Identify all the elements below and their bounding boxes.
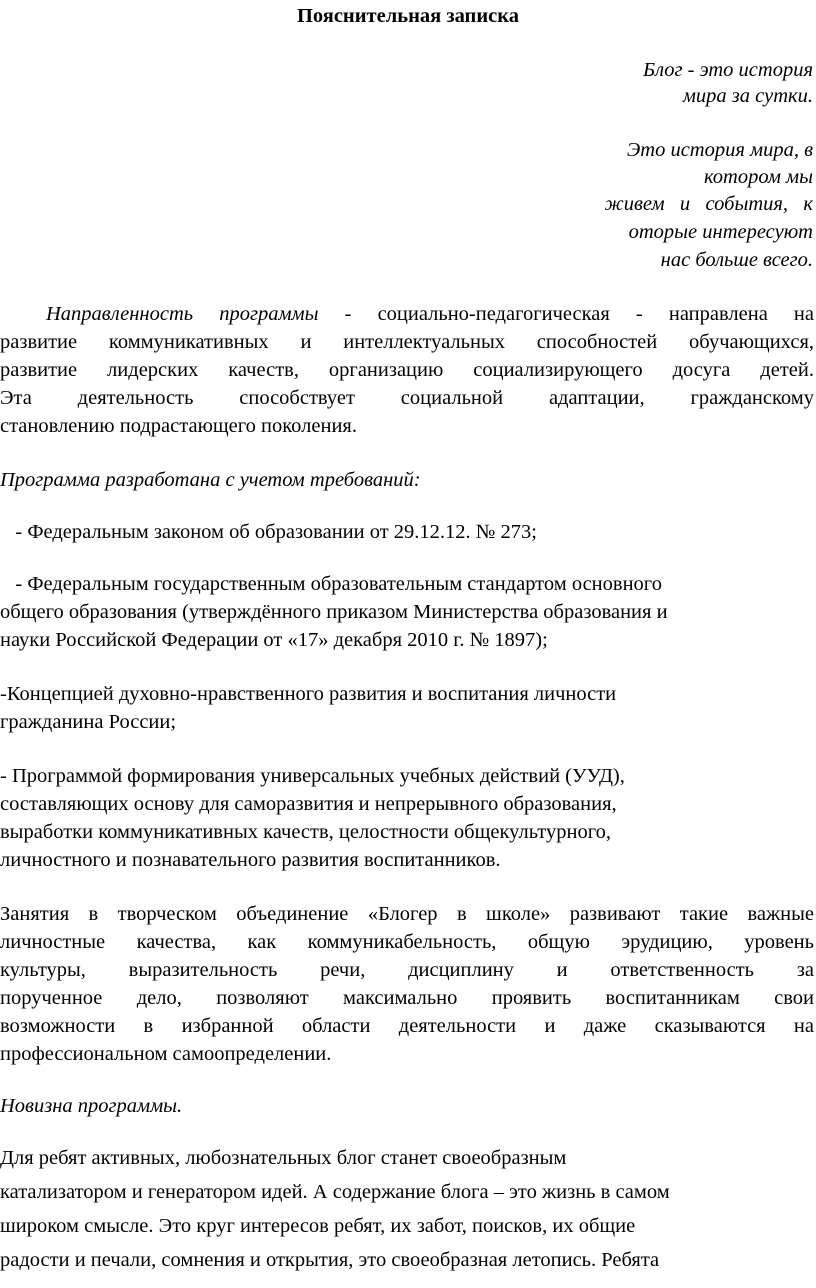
paragraph-line: личностного и познавательного развития воспитанников. <box>0 849 501 871</box>
epigraph-line: живем и события, к <box>604 193 813 215</box>
paragraph-line: науки Российской Федерации от «17» декабря 2010 г. № 1897); <box>0 629 548 651</box>
paragraph-line: радости и печали, сомнения и открытия, это своеобразная летопись. Ребята <box>0 1249 660 1271</box>
paragraph-line: - Федеральным законом об образовании от 29.12.12. № 273; <box>0 521 537 543</box>
epigraph-line: мира за сутки. <box>682 85 813 107</box>
paragraph-line: гражданина России; <box>0 711 177 733</box>
paragraph-line <box>46 300 814 328</box>
epigraph-line: Это история мира, в <box>626 139 813 161</box>
document-title: Пояснительная записка <box>296 5 520 27</box>
paragraph-line: профессиональном самоопределении. <box>0 1043 332 1065</box>
paragraph-line: становлению подрастающего поколения. <box>0 415 357 437</box>
paragraph-line: широком смысле. Это круг интересов ребят, их забот, поисков, их общие <box>0 1215 636 1237</box>
paragraph-line: общего образования (утверждённого приказом Министерства образования и <box>0 601 668 623</box>
paragraph-line: развитие коммуникативных и интеллектуальных способностей обучающихся, <box>0 331 814 353</box>
paragraph-line: Эта деятельность способствует социальной адаптации, гражданскому <box>0 387 814 409</box>
paragraph-line: культуры, выразительность речи, дисциплину и ответственность за <box>0 959 814 981</box>
epigraph-line: нас больше всего. <box>660 249 813 271</box>
epigraph-line: оторые интересуют <box>628 221 813 243</box>
novelty-heading: Новизна программы. <box>0 1095 183 1117</box>
paragraph-line: Для ребят активных, любознательных блог станет своеобразным <box>0 1147 567 1169</box>
epigraph-line: котором мы <box>703 166 813 188</box>
paragraph-line: порученное дело, позволяют максимально проявить воспитанникам свои <box>0 987 814 1009</box>
paragraph-line: - Программой формирования универсальных учебных действий (УУД), <box>0 765 625 787</box>
direction-label: Направленность программы <box>46 303 319 325</box>
paragraph-line: -Концепцией духовно-нравственного развития и воспитания личности <box>0 683 617 705</box>
paragraph-line: - Федеральным государственным образовательным стандартом основного <box>0 573 662 595</box>
direction-text: - социально-педагогическая - направлена на <box>318 303 814 325</box>
paragraph-line: возможности в избранной области деятельности и даже сказываются на <box>0 1015 814 1037</box>
paragraph-line: Занятия в творческом объединение «Блогер в школе» развивают такие важные <box>0 903 814 925</box>
paragraph-line: развитие лидерских качеств, организацию социализирующего досуга детей. <box>0 359 814 381</box>
paragraph-line: личностные качества, как коммуникабельность, общую эрудицию, уровень <box>0 931 814 953</box>
paragraph-line: катализатором и генератором идей. А содержание блога – это жизнь в самом <box>0 1181 670 1203</box>
requirements-heading: Программа разработана с учетом требований: <box>0 469 421 491</box>
paragraph-line: выработки коммуникативных качеств, целостности общекультурного, <box>0 821 611 843</box>
paragraph-line: составляющих основу для саморазвития и непрерывного образования, <box>0 793 617 815</box>
epigraph-line: Блог - это история <box>643 59 813 81</box>
